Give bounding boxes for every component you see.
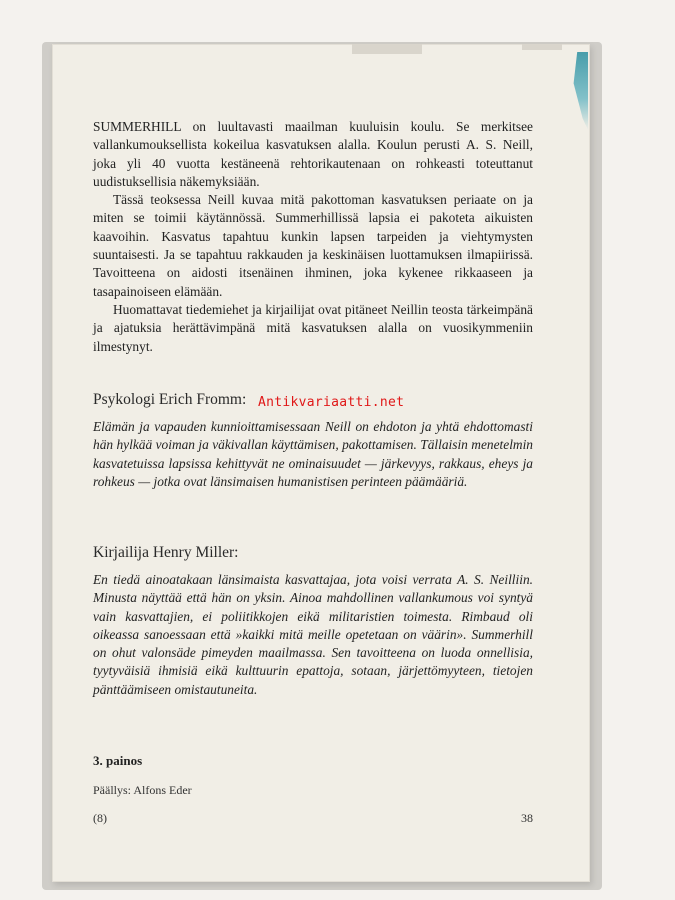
quote-miller: En tiedä ainoatakaan länsimaista kasvattajaa, jota voisi verrata A. S. Neilliin. Minusta näyttää että hän on yksin. Ainoa mahdollinen vallankumous voi syntyä vain kasvattajien, ei poliitikkojen eikä militaristien toimesta. Rimbaud oli oikeassa sanoessaan että »kaikki mitä meille opetetaan on väärin». Summerhill on ohut valonsäde pimeyden maailmassa. Sen tavoitteena on luoda onnellisia, tyytyväisiä ihmisiä eikä kulttuurin epattoja, sotaan, järjettömyyteen, tietojen pänttäämiseen omistautuneita. xyxy=(93,572,533,697)
cover-tear xyxy=(352,44,422,54)
page-number: 38 xyxy=(521,811,533,825)
watermark-text: Antikvariaatti.net xyxy=(258,395,405,410)
blurb-paragraph-1: SUMMERHILL on luultavasti maailman kuuluisin koulu. Se merkitsee vallankumouksellista kokeilua kasvatuksen alalla. Koulun perusti A. S. Neill, joka yli 40 vuotta kestäneenä rehtorikautenaan on rohkeasti toteuttanut uudistuksellisia näkemyksiään. xyxy=(93,119,533,189)
blurb-paragraph-3: Huomattavat tiedemiehet ja kirjailijat ovat pitäneet Neillin teosta tärkeimpänä ja ajatuksia herättävimpänä mitä kasvatuksen alalla on vuosikymmeniin ilmestynyt. xyxy=(93,301,533,354)
cover-edge-stripe xyxy=(570,52,588,130)
quote-fromm: Elämän ja vapauden kunnioittamisessaan Neill on ehdoton ja yhtä ehdottomasti hän hylkää voiman ja väkivallan käyttämisen, pakottamisen. Tällaisin menetelmin kasvatetuissa lapsissa kehittyvät ne ominaisuudet — järkevyys, rakkaus, eheys ja rohkeus — jotka ovat länsimaisen humanistisen perinteen päämääriä. xyxy=(93,419,533,489)
series-mark: (8) xyxy=(93,811,107,825)
quote-heading-fromm: Psykologi Erich Fromm: xyxy=(93,391,247,408)
edition-label: 3. painos xyxy=(93,753,143,768)
quote-heading-miller: Kirjailija Henry Miller: xyxy=(93,544,239,561)
cover-tear xyxy=(522,44,562,50)
blurb-paragraph-2: Tässä teoksessa Neill kuvaa mitä pakottoman kasvatuksen periaate on ja miten se toimii käytännössä. Summerhillissä lapsia ei pakoteta aikuisten kaavoihin. Kasvatus tapahtuu kunkin lapsen tarpeiden ja viehtymysten suuntaisesti. Ja se tapahtuu rakkauden ja keskinäisen luottamuksen ilmapiirissä. Tavoitteena on aidosti itsenäinen ihminen, joka kykenee rikkaaseen ja tasapainoiseen elämään. xyxy=(93,192,533,299)
blurb xyxy=(93,118,533,356)
cover-credit: Päällys: Alfons Eder xyxy=(93,783,192,797)
